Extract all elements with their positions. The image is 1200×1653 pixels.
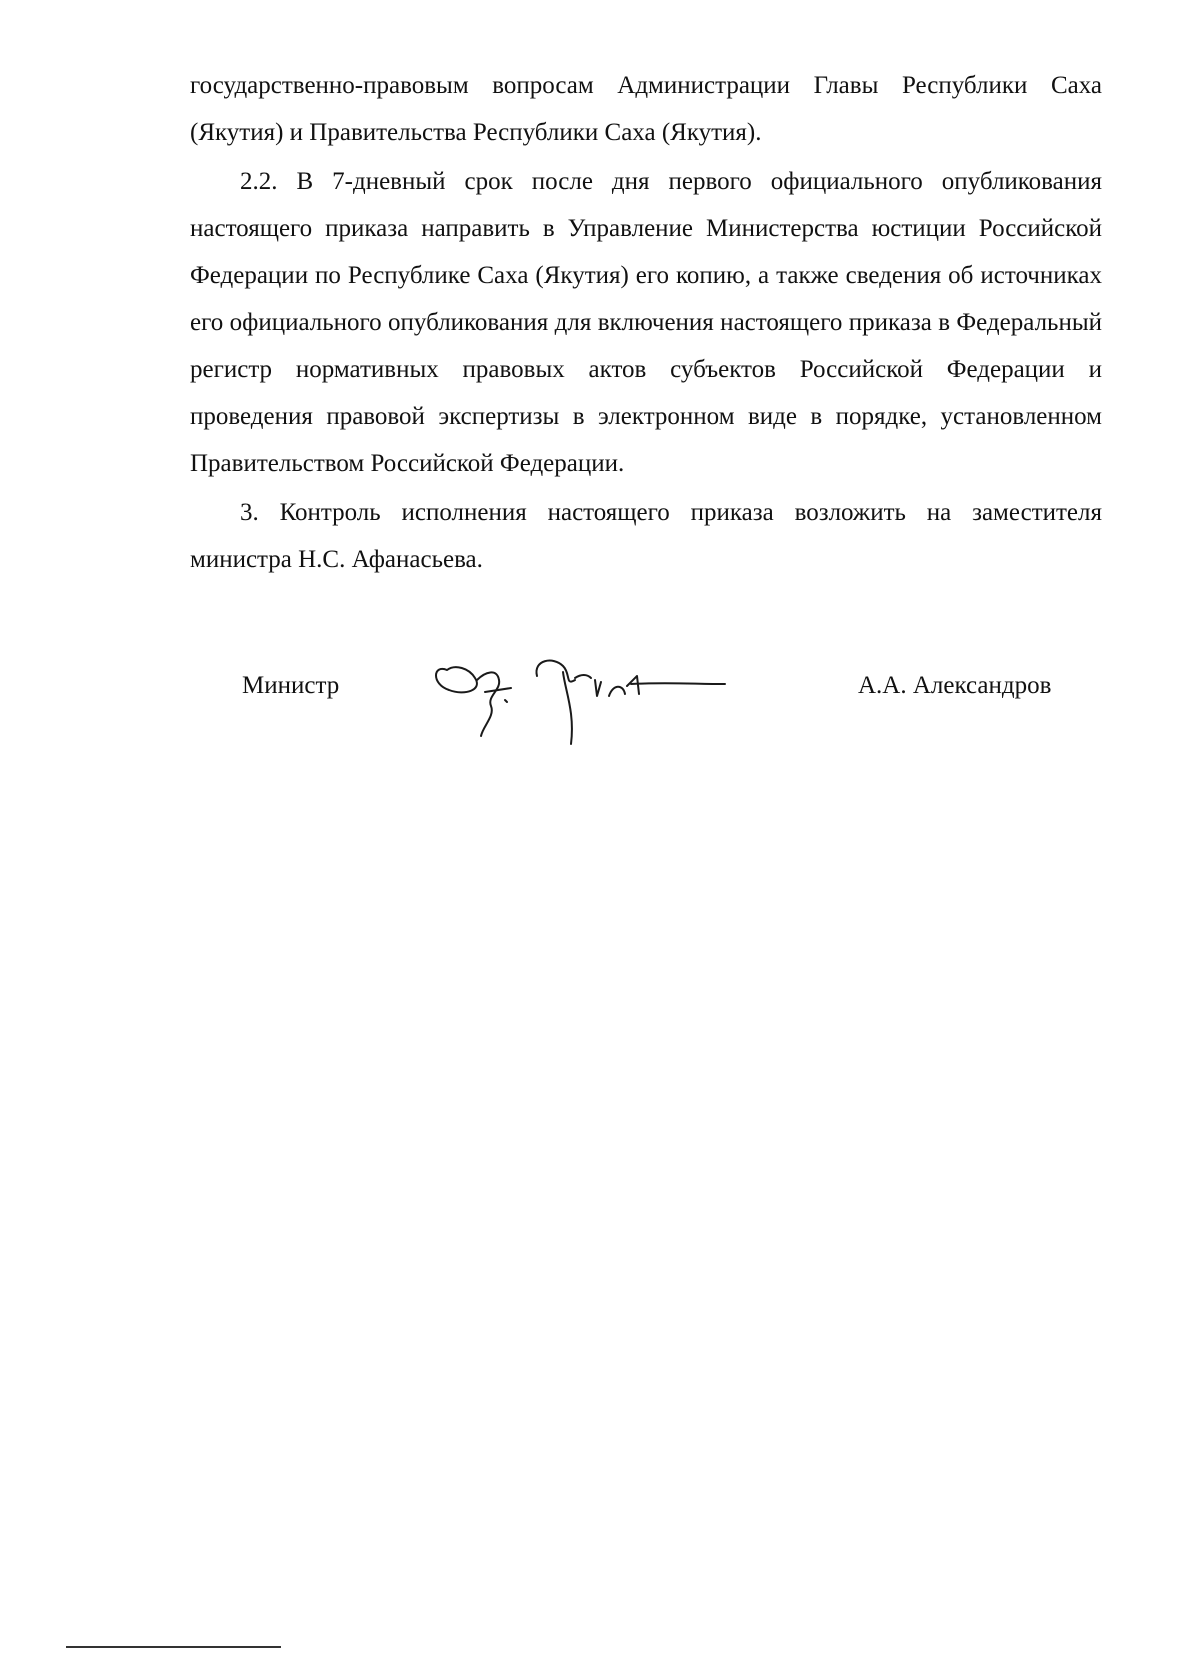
paragraph-continuation: государственно-правовым вопросам Администрации Главы Республики Саха (Якутия) и Правительства Республики Саха (Якутия). — [190, 72, 1102, 146]
footer-rule — [66, 1646, 281, 1648]
signature-block — [0, 650, 1200, 750]
document-body — [190, 62, 1102, 585]
signatory-name: А.А. Александров — [858, 672, 1052, 699]
paragraph-3: 3. Контроль исполнения настоящего приказа возложить на заместителя министра Н.С. Афанасьева. — [190, 499, 1102, 573]
paragraph-2-2: 2.2. В 7-дневный срок после дня первого официального опубликования настоящего приказа направить в Управление Министерства юстиции Российской Федерации по Республике Саха (Якутия) его копию, а также сведения об источниках его официального опубликования для включения настоящего приказа в Федеральный регистр нормативных правовых актов субъектов Российской Федерации и проведения правовой экспертизы в электронном виде в порядке, установленном Правительством Российской Федерации. — [190, 168, 1102, 477]
handwritten-signature — [425, 650, 745, 746]
signatory-title: Министр — [242, 672, 340, 699]
